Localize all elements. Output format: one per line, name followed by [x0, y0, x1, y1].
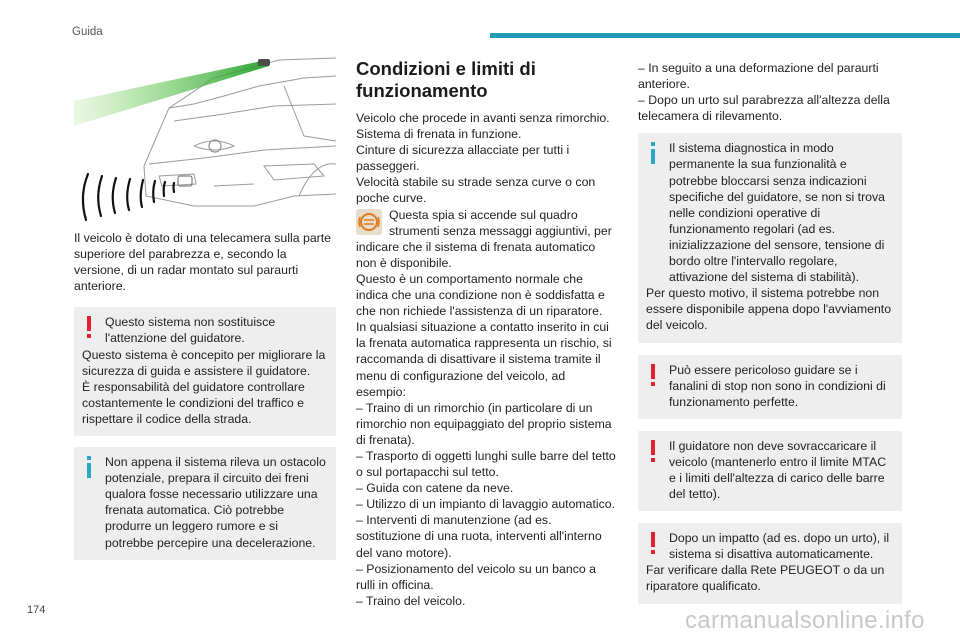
- column-2: [356, 56, 618, 609]
- warning-icon: [84, 316, 94, 338]
- header-title: Guida: [72, 26, 103, 38]
- warning-note: [638, 431, 902, 511]
- info-text-2: Per questo motivo, il sistema potrebbe non essere disponibile appena dopo l'avviamento del veicolo.: [646, 286, 892, 333]
- warning-text: Il guidatore non deve sovraccaricare il veicolo (mantenerlo entro il limite MTAC e i limiti dell'altezza di carico delle barre del tetto).: [669, 438, 887, 502]
- info-text: Non appena il sistema rileva un ostacolo potenziale, prepara il circuito dei freni qualora fosse necessario utilizzare una frenata automatica. Ciò potrebbe produrre un leggero rumore e si potrebbe percepire una decelerazione.: [105, 455, 326, 550]
- normal-behaviour-text: Questo è un comportamento normale che indica che una condizione non è soddisfatta e che non richiede l'assistenza di un riparatore.: [356, 271, 605, 319]
- camera-field-icon: [74, 60, 269, 126]
- intro-paragraph: Il veicolo è dotato di una telecamera sulla parte superiore del parabrezza e, secondo la versione, di un radar montato sul paraurti anteriore.: [74, 231, 332, 294]
- condition-3: Cinture di sicurezza allacciate per tutti i passeggeri.: [356, 143, 570, 174]
- column-3: [638, 60, 902, 604]
- risk-text: In qualsiasi situazione a contatto inserito in cui la frenata automatica rappresenta un rischio, si raccomanda di disattivare il sistema tramite il menu di configurazione del veicolo, ad esempio:: [356, 320, 612, 399]
- brake-warning-lamp-icon: [356, 209, 382, 235]
- warning-note: [638, 355, 902, 419]
- list-item: – Interventi di manutenzione (ad es. sostituzione di una ruota, interventi all'interno del vano motore).: [356, 513, 602, 560]
- warning-line-3: È responsabilità del guidatore controllare costantemente le condizioni del traffico e rispettare il codice della strada.: [82, 379, 305, 426]
- header-accent-bar: [490, 33, 960, 38]
- list-item: – Trasporto di oggetti lunghi sulle barre del tetto o sul portapacchi sul tetto.: [356, 448, 616, 480]
- info-note: [74, 447, 336, 560]
- info-note: [638, 133, 902, 342]
- list-item: – Utilizzo di un impianto di lavaggio automatico.: [356, 497, 616, 512]
- watermark: carmanualsonline.info: [685, 607, 925, 634]
- lamp-text: Questa spia si accende sul quadro strumenti senza messaggi aggiuntivi, per indicare che il sistema di frenata automatico non è disponibile.: [356, 207, 612, 270]
- warning-line-1: Questo sistema non sostituisce l'attenzione del guidatore.: [105, 315, 276, 346]
- condition-4: Velocità stabile su strade senza curve o con poche curve.: [356, 175, 596, 206]
- list-item: – In seguito a una deformazione del paraurti anteriore.: [638, 61, 879, 92]
- info-icon: [84, 456, 94, 478]
- list-item: – Dopo un urto sul parabrezza all'altezza della telecamera di rilevamento.: [638, 93, 890, 124]
- warning-icon: [648, 440, 658, 462]
- warning-icon: [648, 364, 658, 386]
- warning-note: [74, 307, 336, 436]
- list-item: – Traino di un rimorchio (in particolare di un rimorchio non equipaggiato del proprio sistema di frenata).: [356, 400, 612, 447]
- warning-text: Può essere pericoloso guidare se i fanalini di stop non sono in condizioni di funzionamento perfette.: [669, 362, 886, 409]
- list-item: – Guida con catene da neve.: [356, 481, 514, 496]
- info-icon: [648, 142, 658, 164]
- condition-2: Sistema di frenata in funzione.: [356, 127, 522, 142]
- condition-1: Veicolo che procede in avanti senza rimorchio.: [356, 111, 610, 125]
- warning-note: [638, 523, 902, 603]
- section-heading: Condizioni e limiti di funzionamento: [356, 58, 536, 101]
- column-1: [74, 230, 336, 560]
- list-item: – Posizionamento del veicolo su un banco a rulli in officina.: [356, 561, 596, 592]
- van-sensor-illustration: [74, 46, 336, 226]
- lamp-paragraph: [356, 207, 618, 271]
- warning-icon: [648, 532, 658, 554]
- warning-line-2: Questo sistema è concepito per migliorare la sicurezza di guida e assistere il guidatore.: [82, 347, 326, 378]
- warning-text: Dopo un impatto (ad es. dopo un urto), il sistema si disattiva automaticamente.: [669, 531, 890, 562]
- warning-text-2: Far verificare dalla Rete PEUGEOT o da un riparatore qualificato.: [646, 563, 885, 594]
- page-number: 174: [27, 604, 46, 616]
- camera-icon: [258, 59, 270, 66]
- list-item: – Traino del veicolo.: [356, 593, 466, 608]
- info-text-1: Il sistema diagnostica in modo permanente la sua funzionalità e potrebbe bloccarsi senza indicazioni specifiche del guidatore, se non si trova nelle condizioni operative di funzionamento regolari (ad es. inizializzazione del sensore, tensione di bordo oltre l'intervallo regolare, attivazione del sistema di stabilità).: [669, 141, 886, 285]
